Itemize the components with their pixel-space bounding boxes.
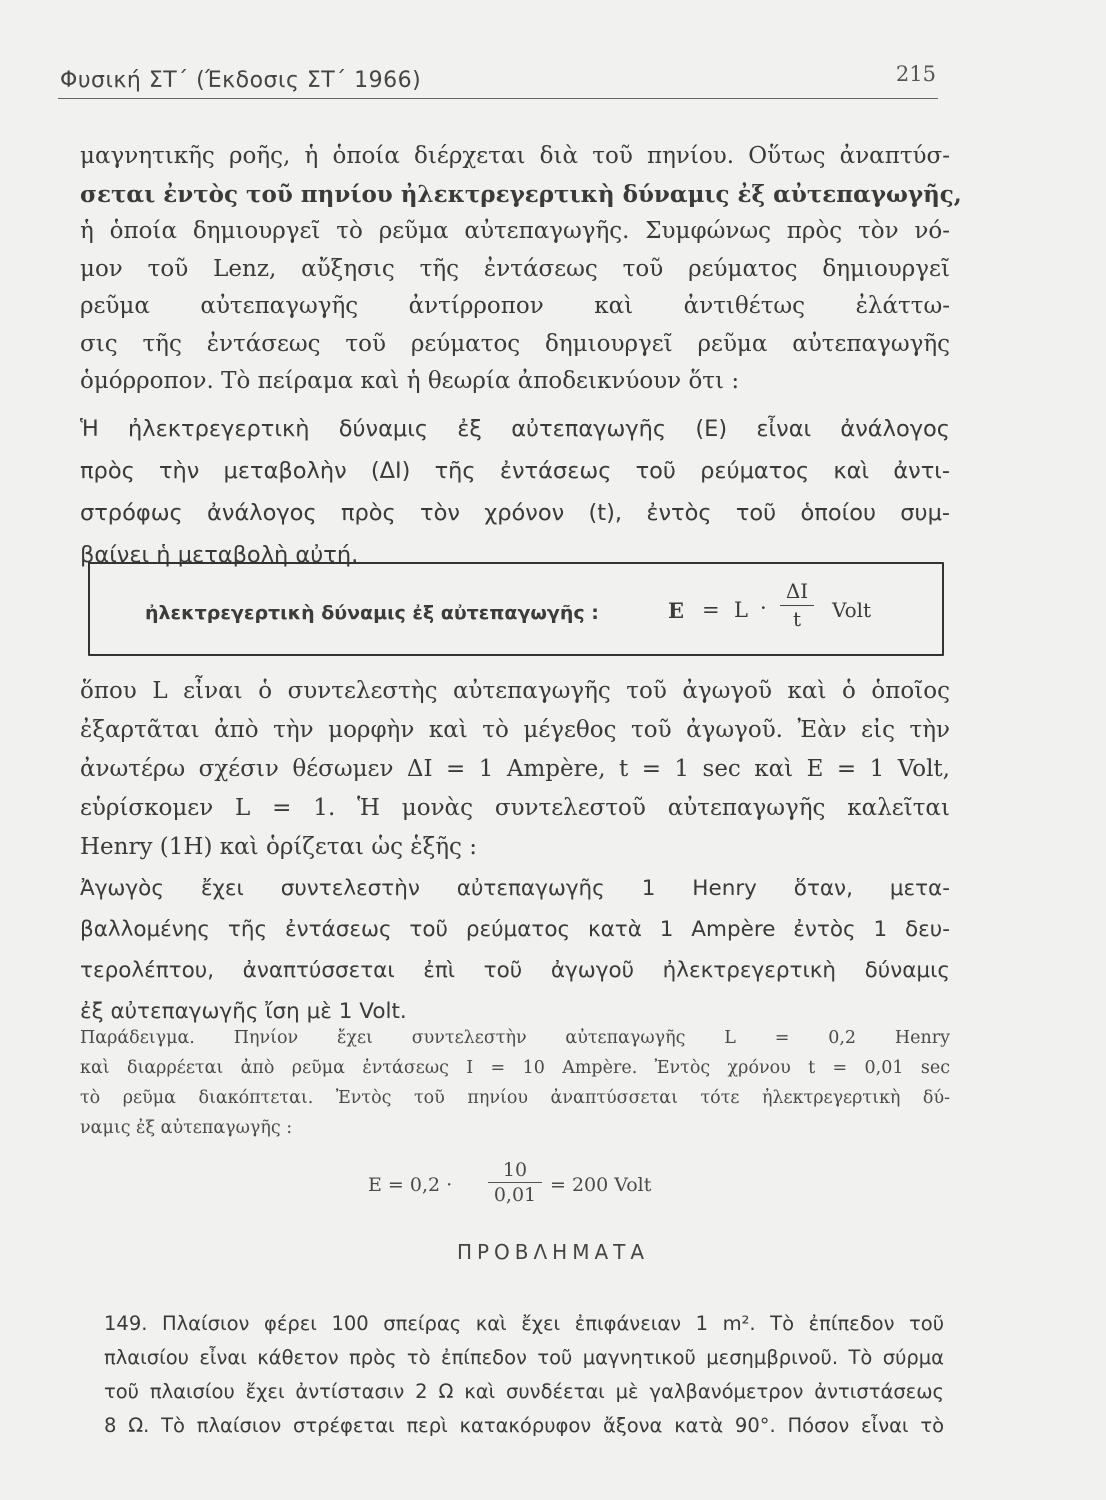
text-line: τὸ ρεῦμα διακόπτεται. Ἐντὸς τοῦ πηνίου ἀναπτύσσεται τότε ἠλεκτρεγερτικὴ δύ- <box>80 1088 950 1108</box>
text-line: ἀνωτέρω σχέσιν θέσωμεν ΔΙ = 1 Ampère, t = 1 sec καὶ E = 1 Volt, <box>80 756 950 782</box>
text-line: Ἡ ἠλεκτρεγερτικὴ δύναμις ἐξ αὐτεπαγωγῆς (E) εἶναι ἀνάλογος <box>80 416 950 442</box>
formula-unit: Volt <box>832 598 872 622</box>
text-line: ρεῦμα αὐτεπαγωγῆς ἀντίρροπον καὶ ἀντιθέτως ἐλάττω- <box>80 293 950 319</box>
text-line: καὶ διαρρέεται ἀπὸ ρεῦμα ἐντάσεως I = 10 Ampère. Ἐντὸς χρόνου t = 0,01 sec <box>80 1058 950 1078</box>
page-number: 215 <box>895 62 936 86</box>
text-line: μον τοῦ Lenz, αὔξησις τῆς ἐντάσεως τοῦ ρεύματος δημιουργεῖ <box>80 255 950 282</box>
paragraph-henry-statement <box>80 868 950 1032</box>
running-title: Φυσική ΣΤ΄ (Έκδοσις ΣΤ΄ 1966) <box>60 68 422 93</box>
equation-fraction <box>488 1158 542 1207</box>
text-line: 149. Πλαίσιον φέρει 100 σπείρας καὶ ἔχει ἐπιφάνειαν 1 m². Τὸ ἐπίπεδον τοῦ <box>104 1312 944 1335</box>
text-line: ἐξ αὐτεπαγωγῆς ἴση μὲ 1 Volt. <box>80 999 407 1024</box>
problem-149 <box>104 1307 944 1443</box>
text-line: Ἀγωγὸς ἔχει συντελεστὴν αὐτεπαγωγῆς 1 Henry ὅταν, μετα- <box>80 876 950 901</box>
text-line: τερολέπτου, ἀναπτύσσεται ἐπὶ τοῦ ἀγωγοῦ ἠλεκτρεγερτικὴ δύναμις <box>80 958 950 983</box>
formula-fraction <box>780 578 814 632</box>
formula-label: ἠλεκτρεγερτικὴ δύναμις ἐξ αὐτεπαγωγῆς : <box>145 602 599 624</box>
emf-formula-box <box>88 562 944 656</box>
text-line: βαλλομένης τῆς ἐντάσεως τοῦ ρεύματος κατὰ 1 Ampère ἐντὸς 1 δευ- <box>80 917 950 942</box>
header-rule <box>58 98 938 99</box>
paragraph-self-induction-intro <box>80 138 962 401</box>
text-line: ἡ ὁποία δημιουργεῖ τὸ ρεῦμα αὐτεπαγωγῆς. Συμφώνως πρὸς τὸν νό- <box>80 218 950 244</box>
fraction-denominator: t <box>792 607 802 631</box>
problems-heading: ΠΡΟΒΛΗΜΑΤΑ <box>456 1240 650 1264</box>
example-paragraph <box>80 1023 950 1143</box>
text-line: στρόφως ἀνάλογος πρὸς τὸν χρόνον (t), ἐντὸς τοῦ ὁποίου συμ- <box>80 500 950 526</box>
formula-lhs: E <box>668 598 685 623</box>
paragraph-emf-law <box>80 408 950 576</box>
text-line: βαίνει ἡ μεταβολὴ αὐτή. <box>80 542 359 568</box>
text-line-emphasis: σεται ἐντὸς τοῦ πηνίου ἠλεκτρεγερτικὴ δύναμις ἐξ αὐτεπαγωγῆς, <box>80 180 962 208</box>
formula-dot: · <box>760 596 767 620</box>
text-line: πλαισίου εἶναι κάθετον πρὸς τὸ ἐπίπεδον τοῦ μαγνητικοῦ μεσημβρινοῦ. Τὸ σύρμα <box>104 1346 944 1369</box>
text-line: μαγνητικῆς ροῆς, ἡ ὁποία διέρχεται διὰ τοῦ πηνίου. Οὕτως ἀναπτύσ- <box>80 143 950 169</box>
text-line: 8 Ω. Τὸ πλαίσιον στρέφεται περὶ κατακόρυφον ἄξονα κατὰ 90°. Πόσον εἶναι τὸ <box>104 1414 944 1437</box>
text-line: ἐξαρτᾶται ἀπὸ τὴν μορφὴν καὶ τὸ μέγεθος τοῦ ἀγωγοῦ. Ἐὰν εἰς τὴν <box>80 717 950 743</box>
text-line: ὅπου L εἶναι ὁ συντελεστὴς αὐτεπαγωγῆς τοῦ ἀγωγοῦ καὶ ὁ ὁποῖος <box>80 678 950 704</box>
text-line: εὑρίσκομεν L = 1. Ἡ μονὰς συντελεστοῦ αὐτεπαγωγῆς καλεῖται <box>80 795 950 821</box>
text-line: σις τῆς ἐντάσεως τοῦ ρεύματος δημιουργεῖ ρεῦμα αὐτεπαγωγῆς <box>80 330 950 357</box>
formula-coefficient: L <box>734 598 748 622</box>
text-line: ναμις ἐξ αὐτεπαγωγῆς : <box>80 1118 293 1138</box>
text-line: τοῦ πλαισίου ἔχει ἀντίστασιν 2 Ω καὶ συνδέεται μὲ γαλβανόμετρον ἀντιστάσεως <box>104 1380 944 1403</box>
text-line: Henry (1Η) καὶ ὁρίζεται ὡς ἑξῆς : <box>80 834 477 860</box>
formula-equals: = <box>702 598 720 622</box>
fraction-numerator: ΔΙ <box>780 578 814 606</box>
paragraph-henry-definition <box>80 672 950 867</box>
fraction-denominator: 0,01 <box>493 1184 537 1206</box>
text-line: πρὸς τὴν μεταβολὴν (ΔΙ) τῆς ἐντάσεως τοῦ ρεύματος καὶ ἀντι- <box>80 458 950 484</box>
page-header <box>60 62 940 98</box>
equation-lhs: E = 0,2 · <box>368 1174 453 1196</box>
text-line: Παράδειγμα. Πηνίον ἔχει συντελεστὴν αὐτεπαγωγῆς L = 0,2 Henry <box>80 1028 950 1048</box>
fraction-numerator: 10 <box>488 1158 542 1183</box>
equation-rhs: = 200 Volt <box>550 1174 652 1196</box>
text-line: ὁμόρροπον. Τὸ πείραμα καὶ ἡ θεωρία ἀποδεικνύουν ὅτι : <box>80 368 740 394</box>
example-equation <box>368 1158 708 1208</box>
